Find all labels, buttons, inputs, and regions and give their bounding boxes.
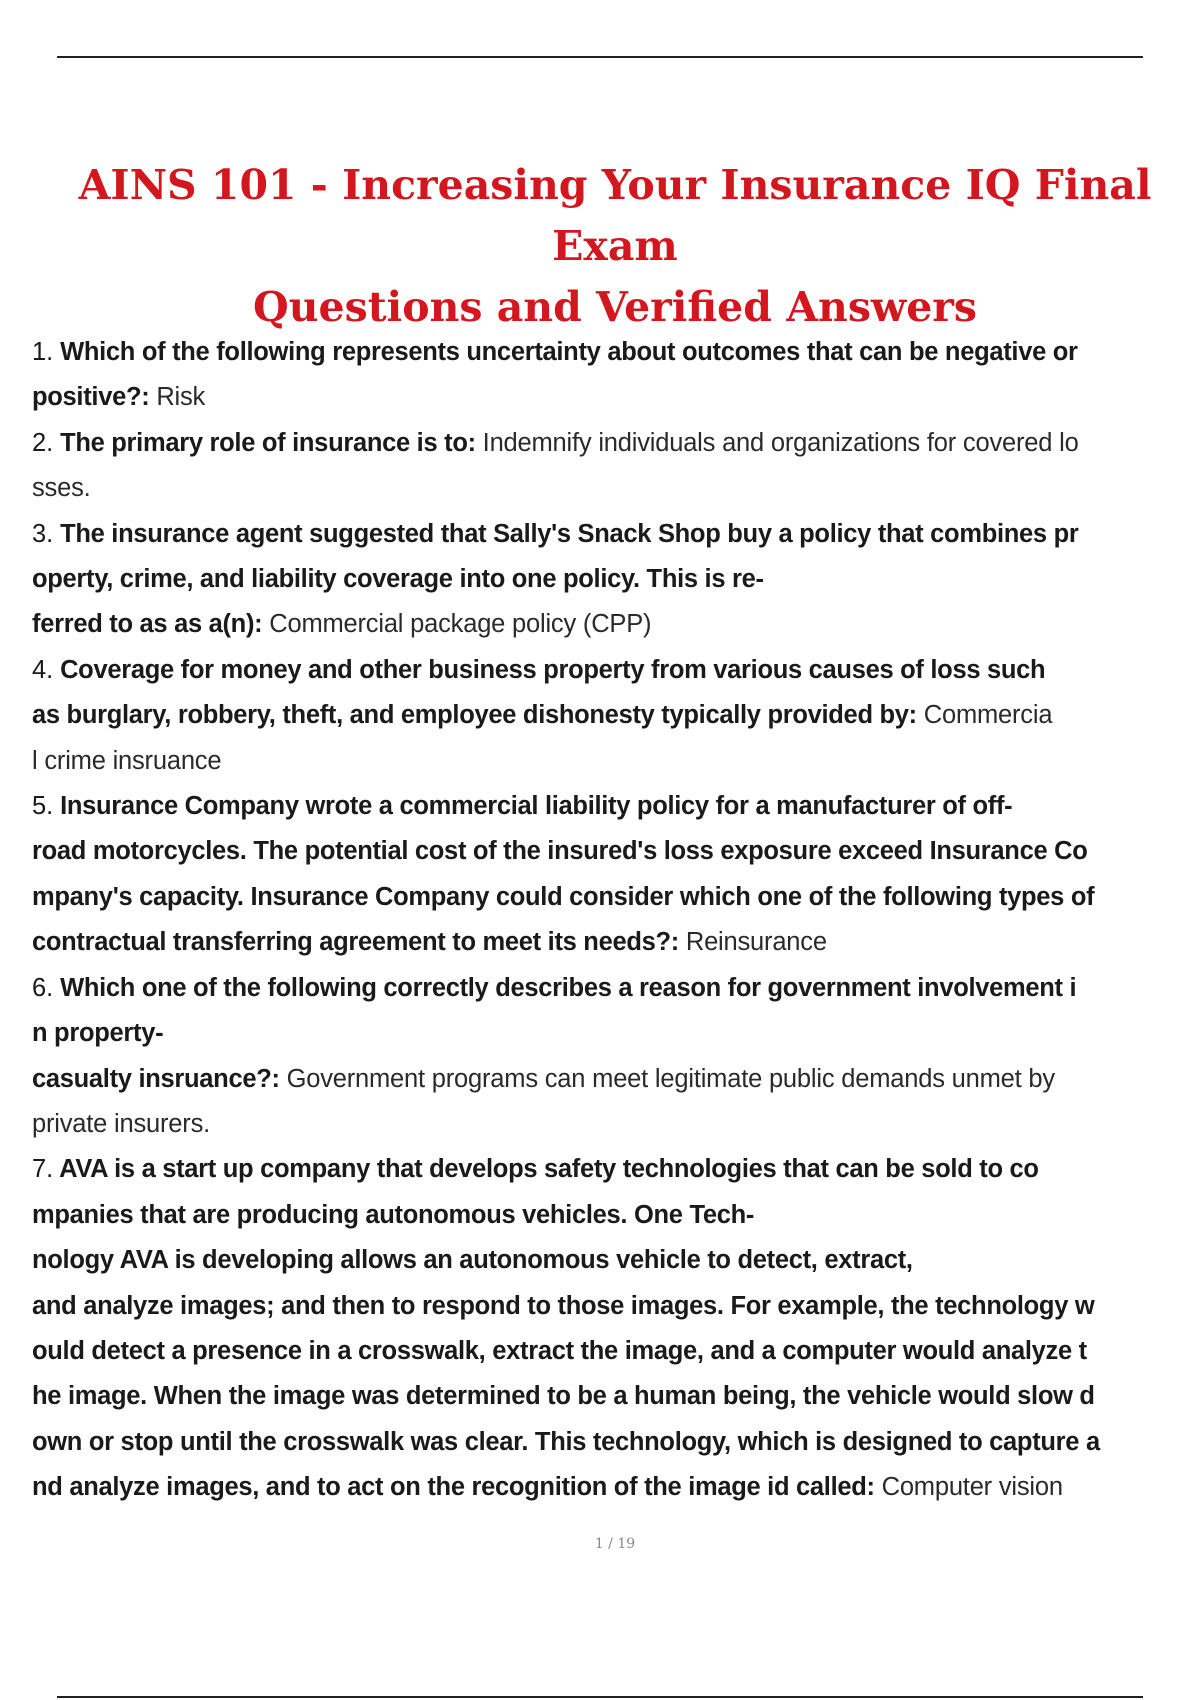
question-number: 1. bbox=[32, 338, 54, 366]
question-item-3 bbox=[32, 512, 1200, 648]
question-item-4 bbox=[32, 648, 1200, 784]
answer-text: Commercia l crime insruance bbox=[32, 701, 1053, 775]
question-text: The primary role of insurance is to: bbox=[53, 428, 476, 457]
page-indicator: 1 / 19 bbox=[594, 1536, 636, 1552]
header-rule bbox=[57, 56, 1143, 58]
question-item-2 bbox=[32, 421, 1200, 512]
question-text: Which one of the following correctly describes a reason for government involvement i n property- casualty insruance?: bbox=[32, 973, 1077, 1093]
answer-text: Commercial package policy (CPP) bbox=[262, 610, 652, 639]
question-item-1 bbox=[32, 330, 1200, 421]
answer-text: Reinsurance bbox=[678, 928, 827, 957]
question-item-5 bbox=[32, 784, 1200, 966]
question-number: 6. bbox=[32, 973, 54, 1002]
question-number: 2. bbox=[32, 428, 54, 457]
question-number: 3. bbox=[32, 519, 54, 548]
question-item-6 bbox=[32, 966, 1200, 1148]
question-number: 7. bbox=[32, 1155, 54, 1184]
footer-rule bbox=[57, 1696, 1143, 1698]
question-text: AVA is a start up company that develops safety technologies that can be sold to co mpanies that are producing autonomous vehicles. One Tech- nology AVA is developing allows an autonomous vehicle to detect, extract, and analyze images; and then to respond to those images. For example, the technology w ould detect a presence in a crosswalk, extract the image, and a computer would analyze t he image. When the image was determined to be a human being, the vehicle would slow d own or stop until the crosswalk was clear. This technology, which is designed to capture a nd analyze images, and to act on the recognition of the image id called: bbox=[32, 1155, 1100, 1502]
answer-text: Government programs can meet legitimate public demands unmet by private insurers. bbox=[32, 1064, 1055, 1138]
question-item-7 bbox=[32, 1147, 1200, 1510]
question-text: Coverage for money and other business property from various causes of loss such as burglary, robbery, theft, and employee dishonesty typically provided by: bbox=[32, 655, 1046, 730]
answer-text: Indemnify individuals and organizations for covered lo sses. bbox=[32, 428, 1079, 503]
question-number: 5. bbox=[32, 792, 54, 821]
question-text: Which of the following represents uncertainty about outcomes that can be negative or positive?: bbox=[32, 338, 1078, 412]
title-line-2: Questions and Verified Answers bbox=[253, 283, 977, 332]
answer-text: Risk bbox=[149, 383, 206, 412]
answer-text: Computer vision bbox=[874, 1473, 1063, 1502]
question-text: Insurance Company wrote a commercial liability policy for a manufacturer of off- road motorcycles. The potential cost of the insured's loss exposure exceed Insurance Co mpany's capacity. Insurance Company could consider which one of the following types of contractual transferring agreement to meet its needs?: bbox=[32, 792, 1095, 957]
question-list bbox=[32, 330, 1200, 1511]
question-number: 4. bbox=[32, 655, 54, 684]
question-text: The insurance agent suggested that Sally's Snack Shop buy a policy that combines pr operty, crime, and liability coverage into one policy. This is re- ferred to as as a(n): bbox=[32, 519, 1079, 639]
document-title bbox=[40, 155, 1190, 338]
title-line-1: AINS 101 - Increasing Your Insurance IQ Final Exam bbox=[78, 161, 1152, 271]
